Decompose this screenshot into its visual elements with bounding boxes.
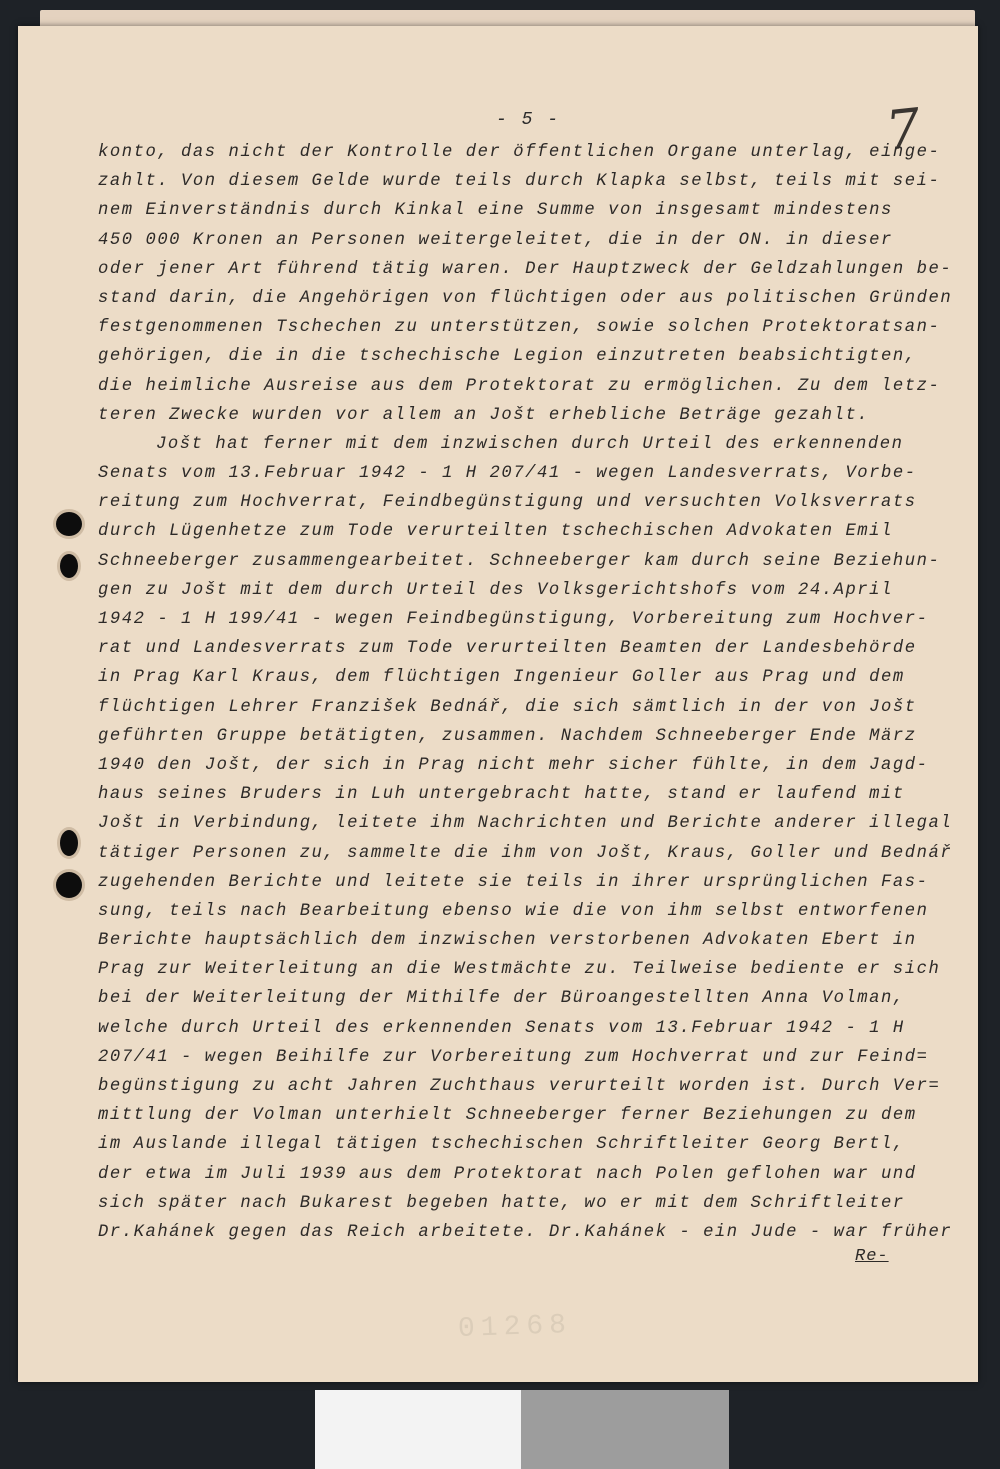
text-line: geführten Gruppe betätigten, zusammen. Nachdem Schneeberger Ende März — [98, 726, 917, 746]
text-line: sich später nach Bukarest begeben hatte, wo er mit dem Schriftleiter — [98, 1193, 905, 1213]
text-line: der etwa im Juli 1939 aus dem Protektorat nach Polen geflohen war und — [98, 1164, 917, 1184]
text-line: gehörigen, die in die tschechische Legion einzutreten beabsichtigten, — [98, 347, 917, 367]
text-line: zahlt. Von diesem Gelde wurde teils durch Klapka selbst, teils mit sei- — [98, 172, 941, 192]
text-line: Senats vom 13.Februar 1942 - 1 H 207/41 - wegen Landesverrats, Vorbe- — [98, 464, 917, 484]
text-line: flüchtigen Lehrer Franzišek Bednář, die sich sämtlich in der von Jošt — [98, 697, 917, 717]
text-line: durch Lügenhetze zum Tode verurteilten tschechischen Advokaten Emil — [98, 522, 893, 542]
text-line: welche durch Urteil des erkennenden Senats vom 13.Februar 1942 - 1 H — [98, 1018, 905, 1038]
text-line: im Auslande illegal tätigen tschechischen Schriftleiter Georg Bertl, — [98, 1135, 905, 1155]
text-line: 450 000 Kronen an Personen weitergeleitet, die in der ON. in dieser — [98, 230, 893, 250]
text-line: sung, teils nach Bearbeitung ebenso wie die von ihm selbst entworfenen — [98, 901, 929, 921]
text-line: zugehenden Berichte und leitete sie teils in ihrer ursprünglichen Fas- — [98, 872, 929, 892]
text-line: tätiger Personen zu, sammelte die ihm von Jošt, Kraus, Goller und Bednář — [98, 843, 953, 863]
handwritten-folio-number: 7 — [882, 96, 924, 163]
text-line: Prag zur Weiterleitung an die Westmächte zu. Teilweise bediente er sich — [98, 960, 941, 980]
typewritten-body — [98, 138, 958, 1247]
text-line: oder jener Art führend tätig waren. Der Hauptzweck der Geldzahlungen be- — [98, 259, 953, 279]
text-line: Jošt in Verbindung, leitete ihm Nachrichten und Berichte anderer illegal — [98, 814, 953, 834]
text-line: 1942 - 1 H 199/41 - wegen Feindbegünstigung, Vorbereitung zum Hochver- — [98, 610, 929, 629]
text-line: stand darin, die Angehörigen von flüchtigen oder aus politischen Gründen — [98, 288, 953, 308]
text-line: rat und Landesverrats zum Tode verurteilten Beamten der Landesbehörde — [98, 639, 917, 659]
text-line: 207/41 - wegen Beihilfe zur Vorbereitung zum Hochverrat und zur Feind= — [98, 1047, 929, 1067]
text-line: haus seines Bruders in Luh untergebracht hatte, stand er laufend mit — [98, 785, 905, 805]
catchword: Re- — [855, 1247, 889, 1266]
punch-hole-top-2 — [60, 554, 78, 578]
scan-footer-gray-strip — [521, 1390, 729, 1469]
text-line: konto, das nicht der Kontrolle der öffentlichen Organe unterlag, einge- — [98, 143, 941, 162]
text-line: Jošt hat ferner mit dem inzwischen durch Urteil des erkennenden — [156, 434, 904, 454]
text-line: reitung zum Hochverrat, Feindbegünstigung und versuchten Volksverrats — [98, 493, 917, 513]
text-line: teren Zwecke wurden vor allem an Jošt erhebliche Beträge gezahlt. — [98, 405, 870, 425]
scan-footer-white-strip — [315, 1390, 521, 1469]
text-line: mittlung der Volman unterhielt Schneeberger ferner Beziehungen zu dem — [98, 1106, 917, 1126]
text-line: Schneeberger zusammengearbeitet. Schneeberger kam durch seine Beziehun- — [98, 551, 941, 571]
text-line: in Prag Karl Kraus, dem flüchtigen Ingenieur Goller aus Prag und dem — [98, 668, 905, 688]
page-number: - 5 - — [496, 110, 561, 130]
text-line: die heimliche Ausreise aus dem Protektorat zu ermöglichen. Zu dem letz- — [98, 376, 941, 396]
punch-hole-bottom-1 — [60, 830, 78, 856]
text-line: Berichte hauptsächlich dem inzwischen verstorbenen Advokaten Ebert in — [98, 931, 917, 951]
faint-stamp-number: 01268 — [457, 1310, 573, 1345]
text-line: gen zu Jošt mit dem durch Urteil des Volksgerichtshofs vom 24.April — [98, 580, 893, 600]
punch-hole-bottom-2 — [56, 872, 82, 898]
text-line: Dr.Kahánek gegen das Reich arbeitete. Dr.Kahánek - ein Jude - war früher — [98, 1222, 953, 1242]
text-line: nem Einverständnis durch Kinkal eine Summe von insgesamt mindestens — [98, 201, 893, 221]
text-line: festgenommenen Tschechen zu unterstützen, sowie solchen Protektoratsan- — [98, 318, 941, 338]
text-line: begünstigung zu acht Jahren Zuchthaus verurteilt worden ist. Durch Ver= — [98, 1077, 941, 1096]
punch-hole-top-1 — [56, 512, 82, 536]
text-line: bei der Weiterleitung der Mithilfe der Büroangestellten Anna Volman, — [98, 989, 905, 1009]
text-line: 1940 den Jošt, der sich in Prag nicht mehr sicher fühlte, in dem Jagd- — [98, 755, 929, 775]
